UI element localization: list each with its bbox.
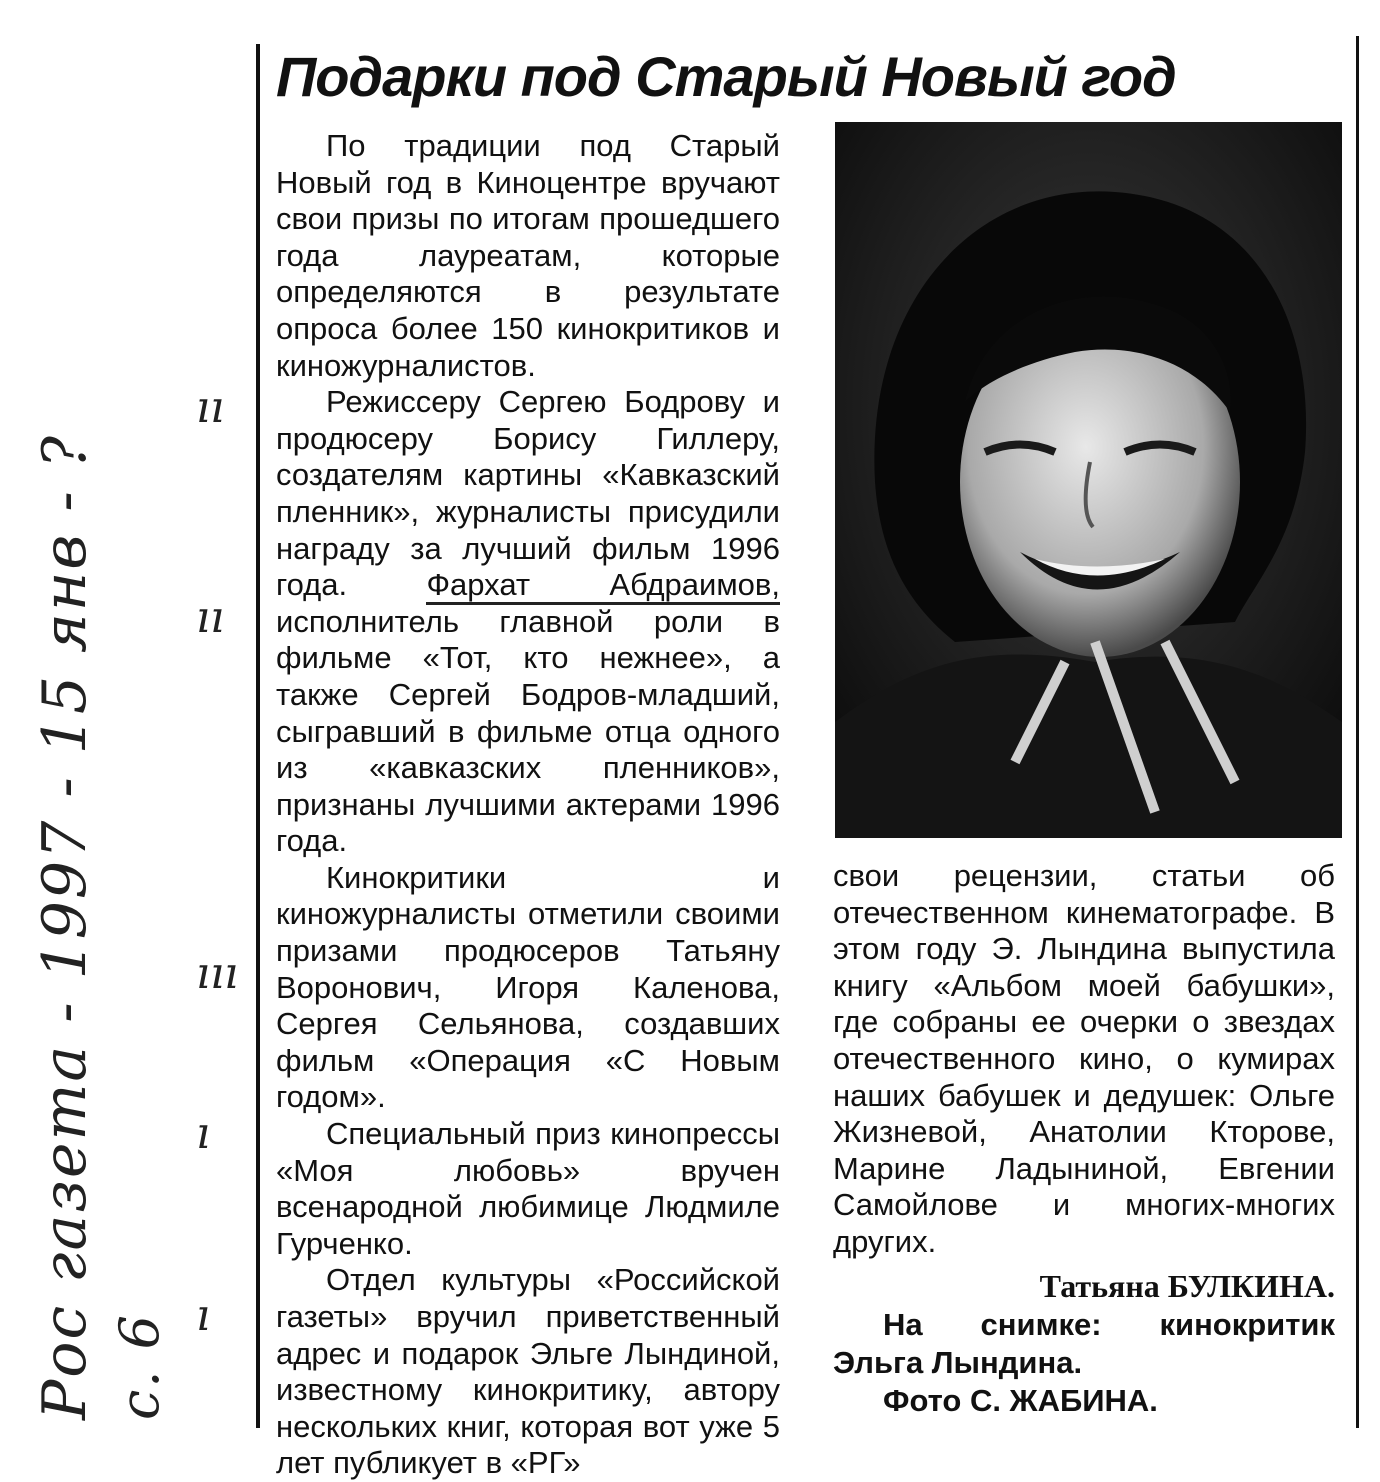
article-column-2 bbox=[833, 858, 1335, 1261]
margin-note-line-2: с. 6 bbox=[108, 1313, 171, 1420]
paragraph-2 bbox=[276, 384, 780, 860]
ditto-mark: ıı bbox=[196, 382, 225, 433]
paragraph-5-continued: свои рецензии, статьи об отечественном кинематографе. В этом году Э. Лындина выпустила книгу «Альбом моей бабушки», где собраны ее очерки о звездах отечественного кино, о кумирах наших бабушек и дедушек: Ольге Жизневой, Анатолии Кторове, Марине Ладыниной, Евгении Самойлове и многих-многих других. bbox=[833, 858, 1335, 1259]
paragraph-3: Кинокритики и киножурналисты отметили своими призами продюсеров Татьяну Воронович, Игоря Каленова, Сергея Сельянова, создавших фильм «Операция «С Новым годом». bbox=[276, 859, 780, 1115]
portrait-photo bbox=[835, 122, 1342, 838]
paragraph-4: Специальный приз кинопрессы «Моя любовь» вручен всенародной любимице Людмиле Гурченко. bbox=[276, 1116, 780, 1261]
photo-credit: Фото С. ЖАБИНА. bbox=[883, 1383, 1158, 1418]
author-byline: Татьяна БУЛКИНА. bbox=[1039, 1268, 1335, 1304]
ditto-mark: ı bbox=[196, 1108, 211, 1159]
paragraph-2-start: Режиссеру Сергею Бодрову и продюсеру Борису Гиллеру, создателям картины «Кавказский пленник», журналисты присудили награду за лучший фильм 1996 года. bbox=[276, 384, 780, 603]
paragraph-5: Отдел культуры «Российской газеты» вручил приветственный адрес и подарок Эльге Лындиной, известному кинокритику, автору нескольких книг, которая вот уже 5 лет публикует в «РГ» bbox=[276, 1262, 780, 1481]
portrait-illustration bbox=[835, 122, 1342, 838]
photo-caption bbox=[833, 1306, 1335, 1420]
underlined-name: Фархат Абдраимов, bbox=[426, 567, 780, 605]
handwritten-margin-note bbox=[30, 20, 171, 1420]
paragraph-1: По традиции под Старый Новый год в Киноцентре вручают свои призы по итогам прошедшего года лауреатам, которые определяются в результате опроса более 150 кинокритиков и киножурналистов. bbox=[276, 128, 780, 383]
margin-note-line-1: Рос газета - 1997 - 15 янв - ? bbox=[30, 434, 100, 1420]
caption-line-2: Эльга Лындина. bbox=[833, 1345, 1083, 1380]
ditto-mark: ı bbox=[196, 1290, 211, 1341]
caption-line-1: На снимке: кинокритик bbox=[883, 1307, 1335, 1342]
ditto-mark: ııı bbox=[196, 948, 239, 999]
article-column-1 bbox=[276, 128, 780, 1482]
article-headline: Подарки под Старый Новый год bbox=[276, 45, 1176, 108]
left-border-rule bbox=[256, 44, 260, 1428]
ditto-mark: ıı bbox=[196, 592, 225, 643]
right-border-rule bbox=[1356, 36, 1359, 1428]
paragraph-2-end: исполнитель главной роли в фильме «Тот, кто нежнее», а также Сергей Бодров-младший, сыгравший в фильме отца одного из «кавказских пленников», признаны лучшими актерами 1996 года. bbox=[276, 603, 780, 859]
